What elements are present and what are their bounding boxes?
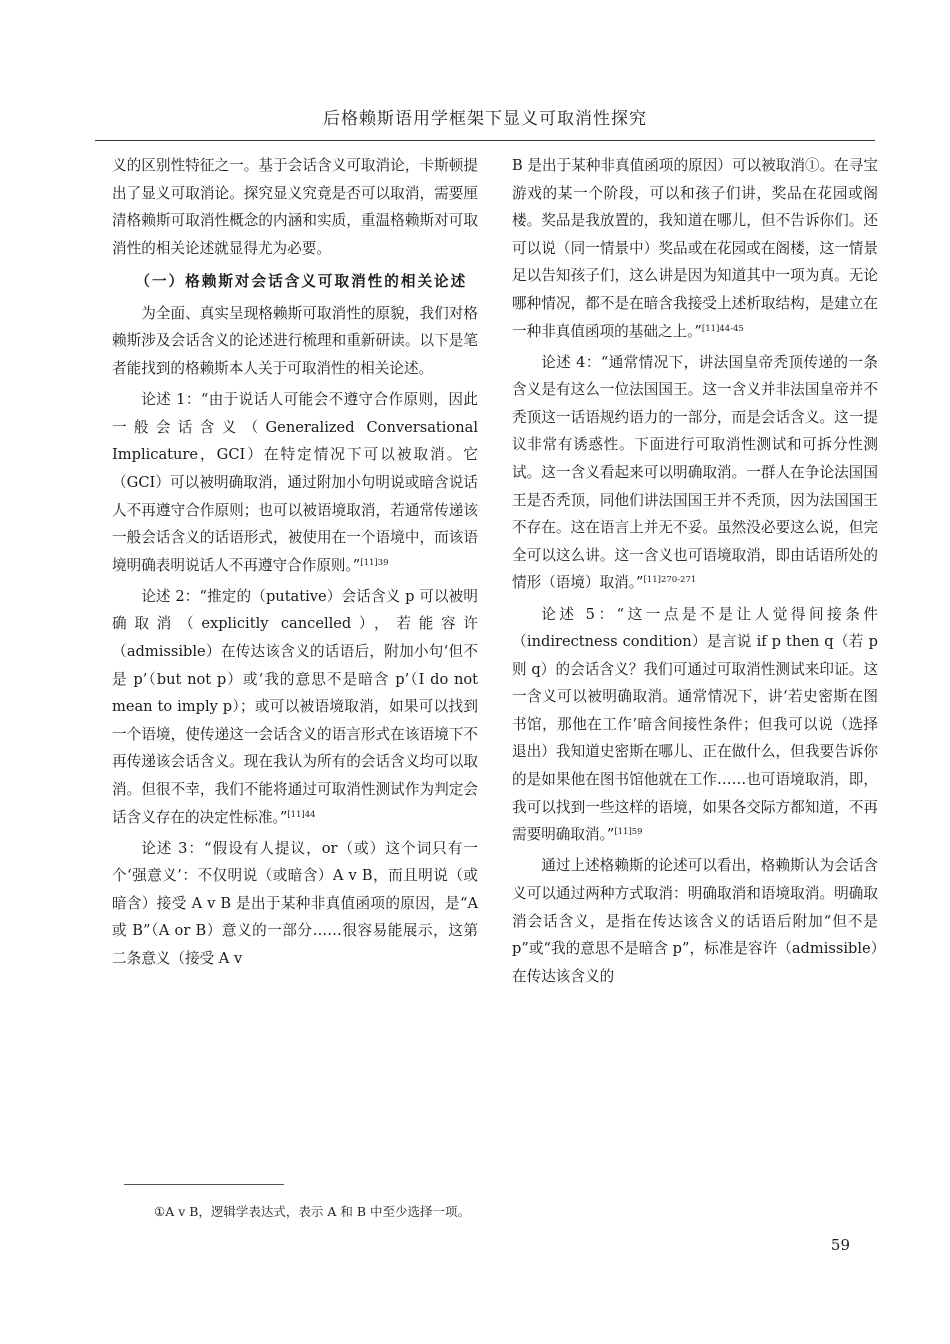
paragraph: 为全面、真实呈现格赖斯可取消性的原貌，我们对格赖斯涉及会话含义的论述进行梳理和重新研读。以下是笔者能找到的格赖斯本人关于可取消性的相关论述。 <box>112 304 478 378</box>
statement-1-text: 论述 1：“由于说话人可能会不遵守合作原则，因此一般会话含义（Generalized Conversational Implicature，GCI）在特定情况下可以被取消。它（GCI）可以被明确取消，通过附加小句明说或暗含说话人不再遵守合作原则；也可以被语境取消，若通常传递该一般会话含义的话语形式，被使用在一个语境中，而该语境明确表明说话人不再遵守合作原则。” <box>112 391 478 574</box>
running-header: 后格赖斯语用学框架下显义可取消性探究 <box>323 109 647 129</box>
paragraph <box>512 601 878 849</box>
page-number: 59 <box>830 1236 850 1254</box>
citation-ref: [11]270-271 <box>643 575 697 586</box>
paragraph <box>512 152 878 345</box>
citation-ref: [11]39 <box>360 557 389 568</box>
paragraph: 论述 3：“假设有人提议，or（或）这个词只有一个‘强意义’：不仅明说（或暗含）A v B，而且明说（或暗含）接受 A v B 是出于某种非真值函项的原因，是“A 或 B”（A or B）意义的一部分……很容易能展示，这第二条意义（接受 A v <box>112 839 478 968</box>
citation-ref: [11]44-45 <box>701 323 744 334</box>
section-heading: （一）格赖斯对会话含义可取消性的相关论述 <box>135 272 468 290</box>
footnote: ①A v B，逻辑学表达式，表示 A 和 B 中至少选择一项。 <box>154 1204 471 1219</box>
header-rule <box>95 140 875 141</box>
left-column <box>112 152 478 976</box>
paragraph: 通过上述格赖斯的论述可以看出，格赖斯认为会话含义可以通过两种方式取消：明确取消和语境取消。明确取消会话含义，是指在传达该含义的话语后附加“但不是 p”或“我的意思不是暗含 p”，标准是容许（admissible）在传达该含义的 <box>512 857 878 985</box>
paragraph <box>512 349 878 597</box>
statement-5-text: 论述 5：“这一点是不是让人觉得间接条件（indirectness condition）是言说 if p then q（若 p 则 q）的会话含义？我们可通过可取消性测试来印证。这一含义可以被明确取消。通常情况下，讲‘若史密斯在图书馆，那他在工作’暗含间接性条件；但我可以说（选择退出）我知道史密斯在哪儿、正在做什么，但我要告诉你的是如果他在图书馆他就在工作……也可语境取消，即，我可以找到一些这样的语境，如果各交际方都知道，不再需要明确取消。” <box>512 605 878 844</box>
statement-2-text: 论述 2：“推定的（putative）会话含义 p 可以被明确取消（explicitly cancelled），若能容许（admissible）在传达该含义的话语后，附加小句‘但不是 p’（but not p）或‘我的意思不是暗含 p’（I do not mean to imply p）；或可以被语境取消，如果可以找到一个语境，使传递这一会话含义的语言形式在该语境下不再传递该会话含义。现在我认为所有的会话含义均可以取消。但很不幸，我们不能将通过可取消性测试作为判定会话含义存在的决定性标准。” <box>112 587 478 826</box>
citation-ref: [11]59 <box>614 827 643 838</box>
statement-4-text: 论述 4：“通常情况下，讲法国皇帝秃顶传递的一条含义是有这么一位法国国王。这一含义并非法国皇帝并不秃顶这一话语规约语力的一部分，而是会话含义。这一提议非常有诱惑性。下面进行可取消性测试和可拆分性测试。这一含义看起来可以明确取消。一群人在争论法国国王是否秃顶，同他们讲法国国王并不秃顶，因为法国国王不存在。这在语言上并无不妥。虽然没必要这么说，但完全可以这么讲。这一含义也可语境取消，即由话语所处的情形（语境）取消。” <box>512 353 878 592</box>
paragraph <box>112 583 478 831</box>
footnote-rule <box>124 1184 284 1185</box>
statement-3-cont-text: B 是出于某种非真值函项的原因）可以被取消①。在寻宝游戏的某一个阶段，可以和孩子们讲，奖品在花园或阁楼。奖品是我放置的，我知道在哪儿，但不告诉你们。还可以说（同一情景中）奖品或在花园或在阁楼，这一情景足以告知孩子们，这么讲是因为知道其中一项为真。无论哪种情况，都不是在暗含我接受上述析取结构，是建立在一种非真值函项的基础之上。” <box>512 157 878 340</box>
right-column <box>512 152 878 994</box>
paragraph <box>112 386 478 579</box>
paragraph: 义的区别性特征之一。基于会话含义可取消论，卡斯顿提出了显义可取消论。探究显义究竟是否可以取消，需要厘清格赖斯可取消性概念的内涵和实质，重温格赖斯对可取消性的相关论述就显得尤为必要。 <box>112 157 478 257</box>
citation-ref: [11]44 <box>287 809 316 820</box>
